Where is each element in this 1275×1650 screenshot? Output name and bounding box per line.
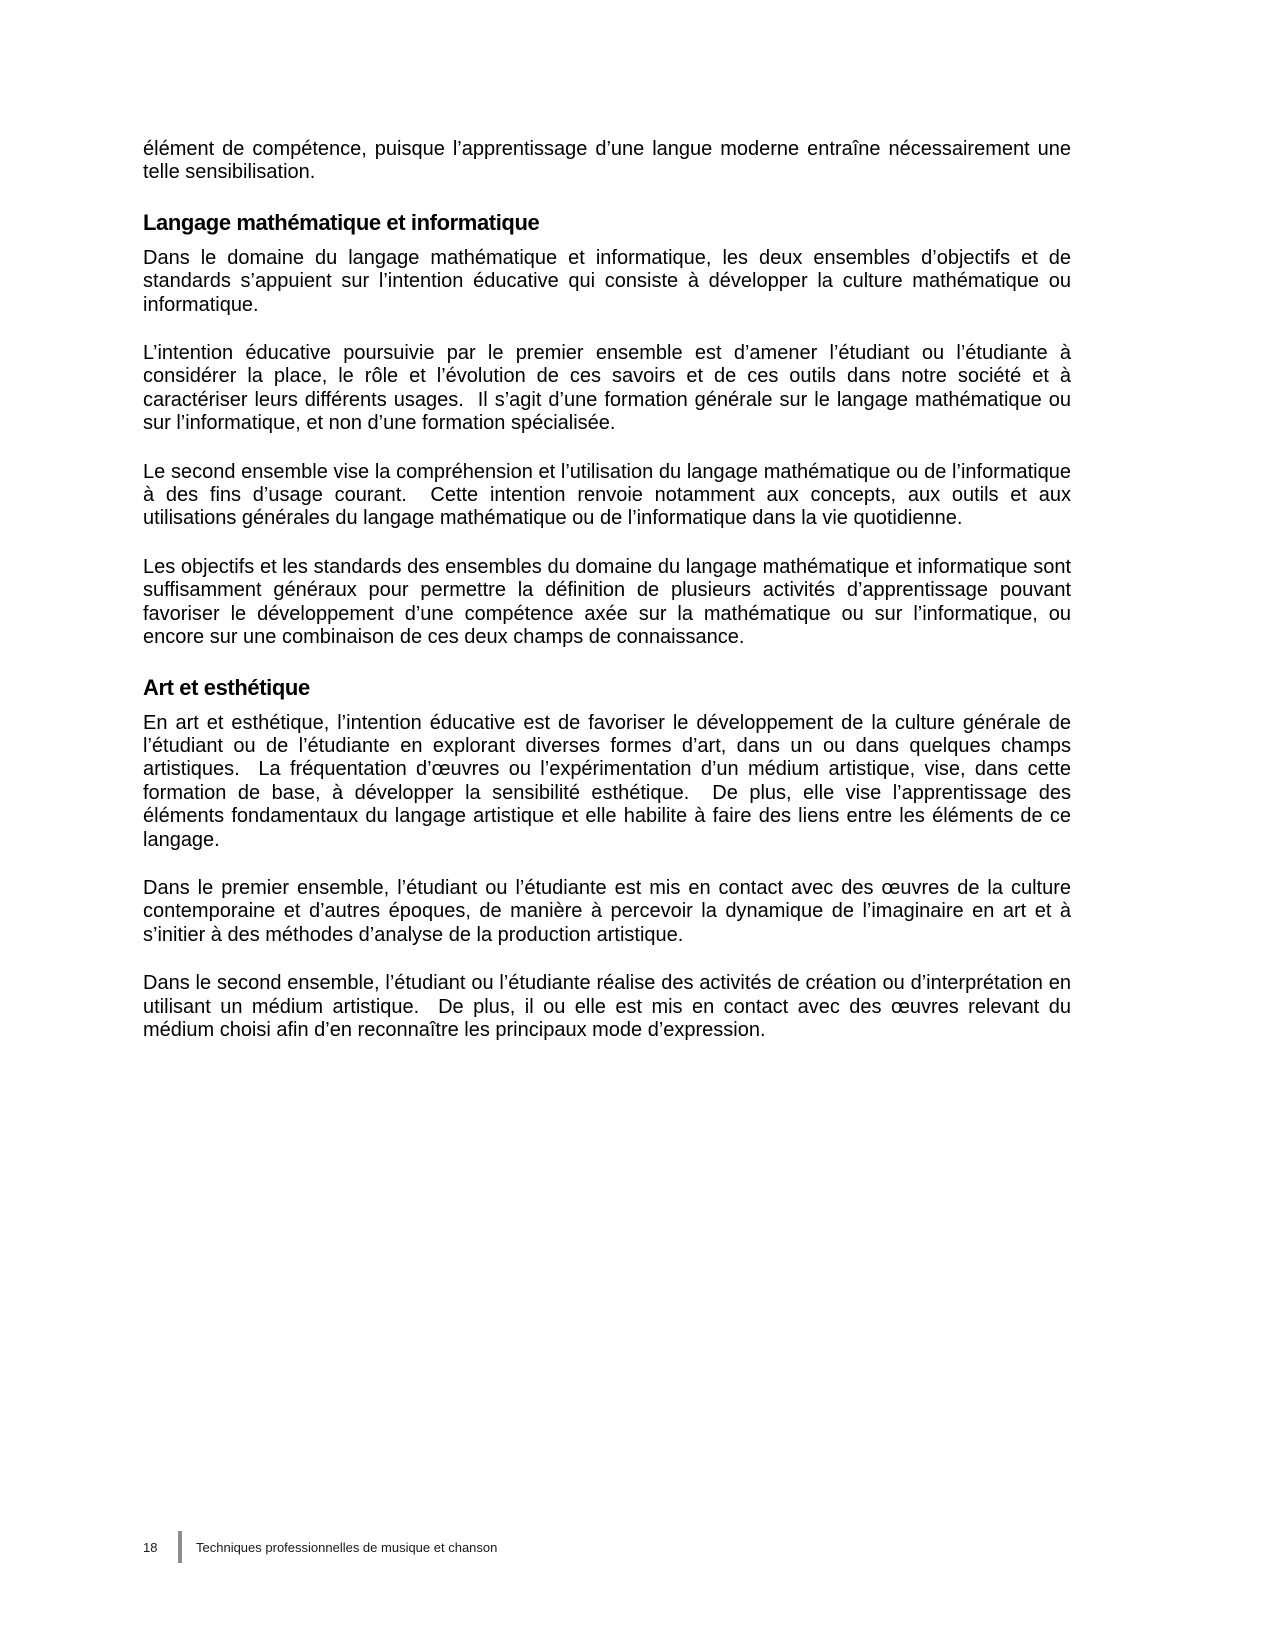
paragraph-intro-continuation: élément de compétence, puisque l’apprentissage d’une langue moderne entraîne nécessairement une telle sensibilisation. <box>143 138 1071 184</box>
paragraph-langage-1: Dans le domaine du langage mathématique et informatique, les deux ensembles d’objectifs et de standards s’appuient sur l’intention éducative qui consiste à développer la culture mathématique ou informatique. <box>143 246 1071 316</box>
paragraph-art-1: En art et esthétique, l’intention éducative est de favoriser le développement de la culture générale de l’étudiant ou de l’étudiante en explorant diverses formes d’art, dans un ou dans quelques champs artistiques. La fréquentation d’œuvres ou l’expérimentation d’un médium artistique, vise, dans cette formation de base, à développer la sensibilité esthétique. De plus, elle vise l’apprentissage des éléments fondamentaux du langage artistique et elle habilite à faire des liens entre les éléments de ce langage. <box>143 711 1071 851</box>
paragraph-langage-4: Les objectifs et les standards des ensembles du domaine du langage mathématique et informatique sont suffisamment généraux pour permettre la définition de plusieurs activités d’apprentissage pouvant favoriser le développement d’une compétence axée sur la mathématique ou sur l’informatique, ou encore sur une combinaison de ces deux champs de connaissance. <box>143 555 1071 649</box>
paragraph-langage-3: Le second ensemble vise la compréhension et l’utilisation du langage mathématique ou de l’informatique à des fins d’usage courant. Cette intention renvoie notamment aux concepts, aux outils et aux utilisations générales du langage mathématique ou de l’informatique dans la vie quotidienne. <box>143 460 1071 530</box>
page-footer <box>143 1531 497 1563</box>
page-number: 18 <box>143 1539 158 1555</box>
footer-divider-bar <box>178 1531 182 1563</box>
footer-document-title: Techniques professionnelles de musique et chanson <box>196 1539 498 1555</box>
heading-art-esthetique: Art et esthétique <box>143 674 310 700</box>
paragraph-langage-2: L’intention éducative poursuivie par le premier ensemble est d’amener l’étudiant ou l’étudiante à considérer la place, le rôle et l’évolution de ces savoirs et de ces outils dans notre société et à caractériser leurs différents usages. Il s’agit d’une formation générale sur le langage mathématique ou sur l’informatique, et non d’une formation spécialisée. <box>143 342 1071 435</box>
page-content <box>143 0 1071 1067</box>
paragraph-art-2: Dans le premier ensemble, l’étudiant ou l’étudiante est mis en contact avec des œuvres de la culture contemporaine et d’autres époques, de manière à percevoir la dynamique de l’imaginaire en art et à s’initier à des méthodes d’analyse de la production artistique. <box>143 876 1071 946</box>
paragraph-art-3: Dans le second ensemble, l’étudiant ou l’étudiante réalise des activités de création ou d’interprétation en utilisant un médium artistique. De plus, il ou elle est mis en contact avec des œuvres relevant du médium choisi afin d’en reconnaître les principaux mode d’expression. <box>143 972 1071 1041</box>
heading-langage-mathematique: Langage mathématique et informatique <box>143 209 540 235</box>
